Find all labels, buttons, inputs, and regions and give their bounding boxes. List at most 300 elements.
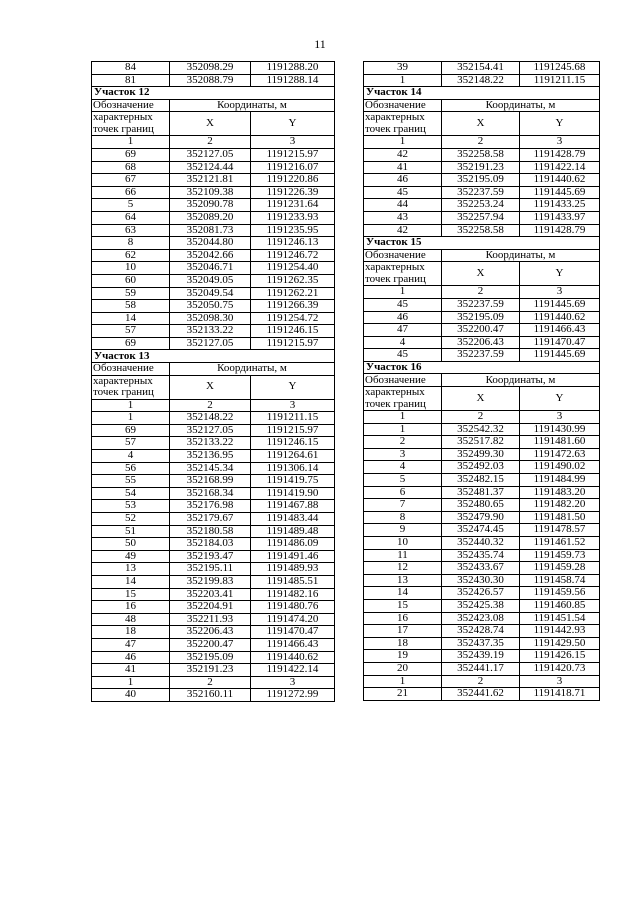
coord-y: 1191466.43 [251,638,335,651]
table-row [364,349,600,362]
coord-y: 1191272.99 [251,689,335,702]
point-id: 58 [92,300,170,313]
point-id: 4 [364,461,442,474]
table-row [92,237,335,250]
table-row [92,638,335,651]
coord-y: 1191445.69 [520,186,600,199]
column-number-row [92,676,335,689]
point-id: 21 [364,688,442,701]
header-designation: Обозначение [92,363,170,376]
point-id: 18 [364,637,442,650]
column-number: 2 [442,675,520,688]
coord-y: 1191483.20 [520,486,600,499]
coord-y: 1191428.79 [520,224,600,237]
coord-y: 1191467.88 [251,500,335,513]
table-row [92,550,335,563]
coord-y: 1191245.68 [520,62,600,75]
coord-y: 1191440.62 [251,651,335,664]
point-id: 45 [364,298,442,311]
table-row [364,688,600,701]
table-row [92,211,335,224]
table-row [364,537,600,550]
table-row [92,161,335,174]
coord-x: 352042.66 [170,249,251,262]
coord-x: 352425.38 [442,599,520,612]
table-row [364,662,600,675]
point-id: 57 [92,437,170,450]
coord-x: 352499.30 [442,448,520,461]
coord-x: 352237.59 [442,298,520,311]
coord-x: 352044.80 [170,237,251,250]
coord-y: 1191491.46 [251,550,335,563]
coord-x: 352479.90 [442,511,520,524]
table-row [92,513,335,526]
point-id: 15 [364,599,442,612]
column-number-row [92,136,335,149]
coord-y: 1191489.93 [251,563,335,576]
coord-y: 1191246.72 [251,249,335,262]
table-row [364,311,600,324]
coord-x: 352435.74 [442,549,520,562]
column-number: 3 [520,411,600,424]
coord-x: 352474.45 [442,524,520,537]
coord-y: 1191288.14 [251,74,335,87]
header-x: X [442,112,520,136]
table-row [92,74,335,87]
header-row [92,363,335,376]
table-row [92,538,335,551]
point-id: 43 [364,211,442,224]
section-title: Участок 13 [92,350,251,363]
coord-y: 1191490.02 [520,461,600,474]
header-y: Y [251,375,335,399]
point-id: 7 [364,499,442,512]
table-row [364,474,600,487]
table-row [92,601,335,614]
right-coordinate-table [363,61,599,701]
coord-y: 1191478.57 [520,524,600,537]
table-row [92,475,335,488]
point-id: 47 [92,638,170,651]
header-row [92,99,335,112]
coord-x: 352258.58 [442,224,520,237]
coord-x: 352200.47 [442,324,520,337]
column-number: 1 [364,411,442,424]
coord-x: 352195.09 [170,651,251,664]
coord-x: 352237.59 [442,186,520,199]
coord-x: 352430.30 [442,574,520,587]
header-designation: Обозначение [364,99,442,112]
coord-y: 1191442.93 [520,625,600,638]
coord-y: 1191226.39 [251,186,335,199]
table-row [92,174,335,187]
column-number: 3 [251,676,335,689]
table-row [92,412,335,425]
point-id: 16 [92,601,170,614]
coord-x: 352253.24 [442,199,520,212]
coord-x: 352145.34 [170,462,251,475]
coord-x: 352148.22 [442,74,520,87]
coord-x: 352206.43 [170,626,251,639]
coord-x: 352124.44 [170,161,251,174]
table-row [92,626,335,639]
coord-y: 1191485.51 [251,575,335,588]
coord-x: 352090.78 [170,199,251,212]
column-number: 1 [364,286,442,299]
column-number: 1 [92,399,170,412]
point-id: 8 [92,237,170,250]
point-id: 47 [364,324,442,337]
coord-y: 1191418.71 [520,688,600,701]
coord-y: 1191211.15 [520,74,600,87]
coord-x: 352542.32 [442,423,520,436]
coord-y: 1191428.79 [520,148,600,161]
point-id: 52 [92,513,170,526]
table-row [92,651,335,664]
coord-y: 1191458.74 [520,574,600,587]
coord-y: 1191254.72 [251,312,335,325]
point-id: 9 [364,524,442,537]
header-x: X [442,387,520,411]
header-coordinates: Координаты, м [170,99,335,112]
table-row [92,325,335,338]
coord-x: 352437.35 [442,637,520,650]
coord-x: 352423.08 [442,612,520,625]
coord-x: 352203.41 [170,588,251,601]
coord-x: 352441.62 [442,688,520,701]
coord-x: 352176.98 [170,500,251,513]
coord-y: 1191306.14 [251,462,335,475]
point-id: 60 [92,274,170,287]
coord-y: 1191266.39 [251,300,335,313]
coord-x: 352148.22 [170,412,251,425]
coord-x: 352258.58 [442,148,520,161]
header-coordinates: Координаты, м [170,363,335,376]
header-characteristic-points: характерных точек границ [364,387,442,411]
point-id: 1 [364,423,442,436]
coord-x: 352168.34 [170,487,251,500]
point-id: 48 [92,613,170,626]
table-row [364,637,600,650]
point-id: 55 [92,475,170,488]
coord-y: 1191440.62 [520,311,600,324]
table-row [92,575,335,588]
section-title-row [92,350,335,363]
coord-y: 1191254.40 [251,262,335,275]
coord-y: 1191426.15 [520,650,600,663]
table-row [92,588,335,601]
point-id: 5 [92,199,170,212]
column-number-row [364,286,600,299]
point-id: 12 [364,562,442,575]
table-row [364,436,600,449]
table-row [364,62,600,75]
point-id: 53 [92,500,170,513]
column-number-row [364,675,600,688]
coord-y: 1191422.14 [251,664,335,677]
coord-x: 352193.47 [170,550,251,563]
coord-y: 1191445.69 [520,298,600,311]
coord-y: 1191489.48 [251,525,335,538]
table-row [92,199,335,212]
section-title-row [364,237,600,250]
left-coordinate-table [91,61,334,702]
point-id: 14 [92,575,170,588]
coord-x: 352204.91 [170,601,251,614]
table-row [364,524,600,537]
table-row [364,574,600,587]
table-row [364,625,600,638]
coord-y: 1191246.13 [251,237,335,250]
table-row [92,437,335,450]
point-id: 57 [92,325,170,338]
coord-y: 1191246.15 [251,325,335,338]
header-x: X [170,112,251,136]
coord-x: 352098.30 [170,312,251,325]
coord-y: 1191288.20 [251,62,335,75]
coord-y: 1191483.44 [251,513,335,526]
point-id: 40 [92,689,170,702]
point-id: 81 [92,74,170,87]
table-row [92,148,335,161]
section-title: Участок 16 [364,361,520,374]
column-number: 2 [170,676,251,689]
point-id: 84 [92,62,170,75]
point-id: 56 [92,462,170,475]
header-designation: Обозначение [92,99,170,112]
coord-y: 1191459.28 [520,562,600,575]
table-row [364,336,600,349]
header-x: X [170,375,251,399]
table-row [92,525,335,538]
point-id: 8 [364,511,442,524]
coord-y: 1191433.97 [520,211,600,224]
coord-x: 352184.03 [170,538,251,551]
column-number: 2 [170,399,251,412]
coord-y: 1191466.43 [520,324,600,337]
point-id: 4 [364,336,442,349]
column-number: 1 [92,136,170,149]
coord-x: 352237.59 [442,349,520,362]
column-number: 2 [170,136,251,149]
table-row [364,448,600,461]
coord-y: 1191482.20 [520,499,600,512]
table-row [364,650,600,663]
column-number: 2 [442,136,520,149]
point-id: 63 [92,224,170,237]
coord-y: 1191430.99 [520,423,600,436]
column-number: 1 [364,136,442,149]
coord-y: 1191215.97 [251,424,335,437]
table-row [92,613,335,626]
header-coordinates: Координаты, м [442,249,600,262]
column-number: 3 [520,675,600,688]
table-row [92,500,335,513]
header-designation: Обозначение [364,374,442,387]
table-row [364,549,600,562]
point-id: 2 [364,436,442,449]
coord-y: 1191445.69 [520,349,600,362]
coord-y: 1191459.73 [520,549,600,562]
coord-x: 352098.29 [170,62,251,75]
coord-x: 352081.73 [170,224,251,237]
table-row [92,312,335,325]
header-characteristic-points: характерных точек границ [92,112,170,136]
table-row [92,487,335,500]
coord-y: 1191461.52 [520,537,600,550]
point-id: 62 [92,249,170,262]
point-id: 41 [364,161,442,174]
coord-x: 352050.75 [170,300,251,313]
point-id: 44 [364,199,442,212]
point-id: 20 [364,662,442,675]
coord-x: 352088.79 [170,74,251,87]
header-characteristic-points: характерных точек границ [92,375,170,399]
table-row [92,462,335,475]
coord-x: 352195.11 [170,563,251,576]
point-id: 10 [364,537,442,550]
point-id: 42 [364,224,442,237]
coord-x: 352195.09 [442,311,520,324]
table-row [364,174,600,187]
coord-y: 1191470.47 [520,336,600,349]
point-id: 13 [364,574,442,587]
coord-x: 352191.23 [442,161,520,174]
header-characteristic-points: характерных точек границ [364,112,442,136]
table-row [364,148,600,161]
table-row [92,287,335,300]
coord-x: 352133.22 [170,325,251,338]
section-title-row [92,87,335,100]
point-id: 67 [92,174,170,187]
point-id: 15 [92,588,170,601]
table-row [92,563,335,576]
point-id: 46 [364,174,442,187]
column-number: 2 [442,286,520,299]
point-id: 66 [92,186,170,199]
coord-x: 352109.38 [170,186,251,199]
table-row [364,423,600,436]
coord-y: 1191216.07 [251,161,335,174]
point-id: 51 [92,525,170,538]
table-row [92,689,335,702]
coord-y: 1191264.61 [251,450,335,463]
column-number: 3 [520,286,600,299]
table-row [364,599,600,612]
coord-x: 352127.05 [170,337,251,350]
table-row [364,298,600,311]
coord-y: 1191474.20 [251,613,335,626]
coord-x: 352089.20 [170,211,251,224]
header-coordinates: Координаты, м [442,374,600,387]
table-row [364,186,600,199]
table-row [364,612,600,625]
coord-y: 1191220.86 [251,174,335,187]
coord-x: 352179.67 [170,513,251,526]
point-id: 14 [364,587,442,600]
table-row [92,424,335,437]
header-y: Y [520,112,600,136]
column-number: 1 [92,676,170,689]
coord-y: 1191472.63 [520,448,600,461]
point-id: 50 [92,538,170,551]
coord-y: 1191482.16 [251,588,335,601]
column-number: 3 [251,399,335,412]
coord-x: 352428.74 [442,625,520,638]
table-row [364,161,600,174]
coord-x: 352127.05 [170,148,251,161]
coord-y: 1191215.97 [251,148,335,161]
point-id: 39 [364,62,442,75]
header-row [364,374,600,387]
coord-y: 1191440.62 [520,174,600,187]
coord-y: 1191451.54 [520,612,600,625]
table-row [364,211,600,224]
point-id: 18 [92,626,170,639]
point-id: 45 [364,349,442,362]
coord-x: 352049.54 [170,287,251,300]
coord-y: 1191429.50 [520,637,600,650]
table-row [92,664,335,677]
header-characteristic-points: характерных точек границ [364,262,442,286]
header-coordinates: Координаты, м [442,99,600,112]
coord-y: 1191246.15 [251,437,335,450]
coord-x: 352191.23 [170,664,251,677]
point-id: 46 [92,651,170,664]
coord-x: 352049.05 [170,274,251,287]
coord-y: 1191484.99 [520,474,600,487]
coord-y: 1191235.95 [251,224,335,237]
column-number-row [364,411,600,424]
point-id: 41 [92,664,170,677]
coord-x: 352439.19 [442,650,520,663]
coord-y: 1191422.14 [520,161,600,174]
section-title: Участок 15 [364,237,520,250]
table-row [92,274,335,287]
coord-y: 1191231.64 [251,199,335,212]
coord-x: 352136.95 [170,450,251,463]
column-number-row [364,136,600,149]
coord-y: 1191459.56 [520,587,600,600]
coord-y: 1191470.47 [251,626,335,639]
header-row [364,99,600,112]
point-id: 46 [364,311,442,324]
section-title: Участок 12 [92,87,251,100]
coord-x: 352121.81 [170,174,251,187]
coord-y: 1191481.50 [520,511,600,524]
table-row [92,262,335,275]
coord-y: 1191420.73 [520,662,600,675]
coord-x: 352480.65 [442,499,520,512]
point-id: 64 [92,211,170,224]
coord-y: 1191211.15 [251,412,335,425]
coord-x: 352492.03 [442,461,520,474]
page-number: 11 [314,37,326,51]
table-row [92,300,335,313]
table-row [364,224,600,237]
section-title-row [364,361,600,374]
coord-x: 352200.47 [170,638,251,651]
column-number: 3 [520,136,600,149]
point-id: 69 [92,424,170,437]
header-y: Y [251,112,335,136]
coord-x: 352440.32 [442,537,520,550]
table-row [92,62,335,75]
table-row [364,587,600,600]
coord-y: 1191419.75 [251,475,335,488]
coord-x: 352127.05 [170,424,251,437]
table-row [92,224,335,237]
